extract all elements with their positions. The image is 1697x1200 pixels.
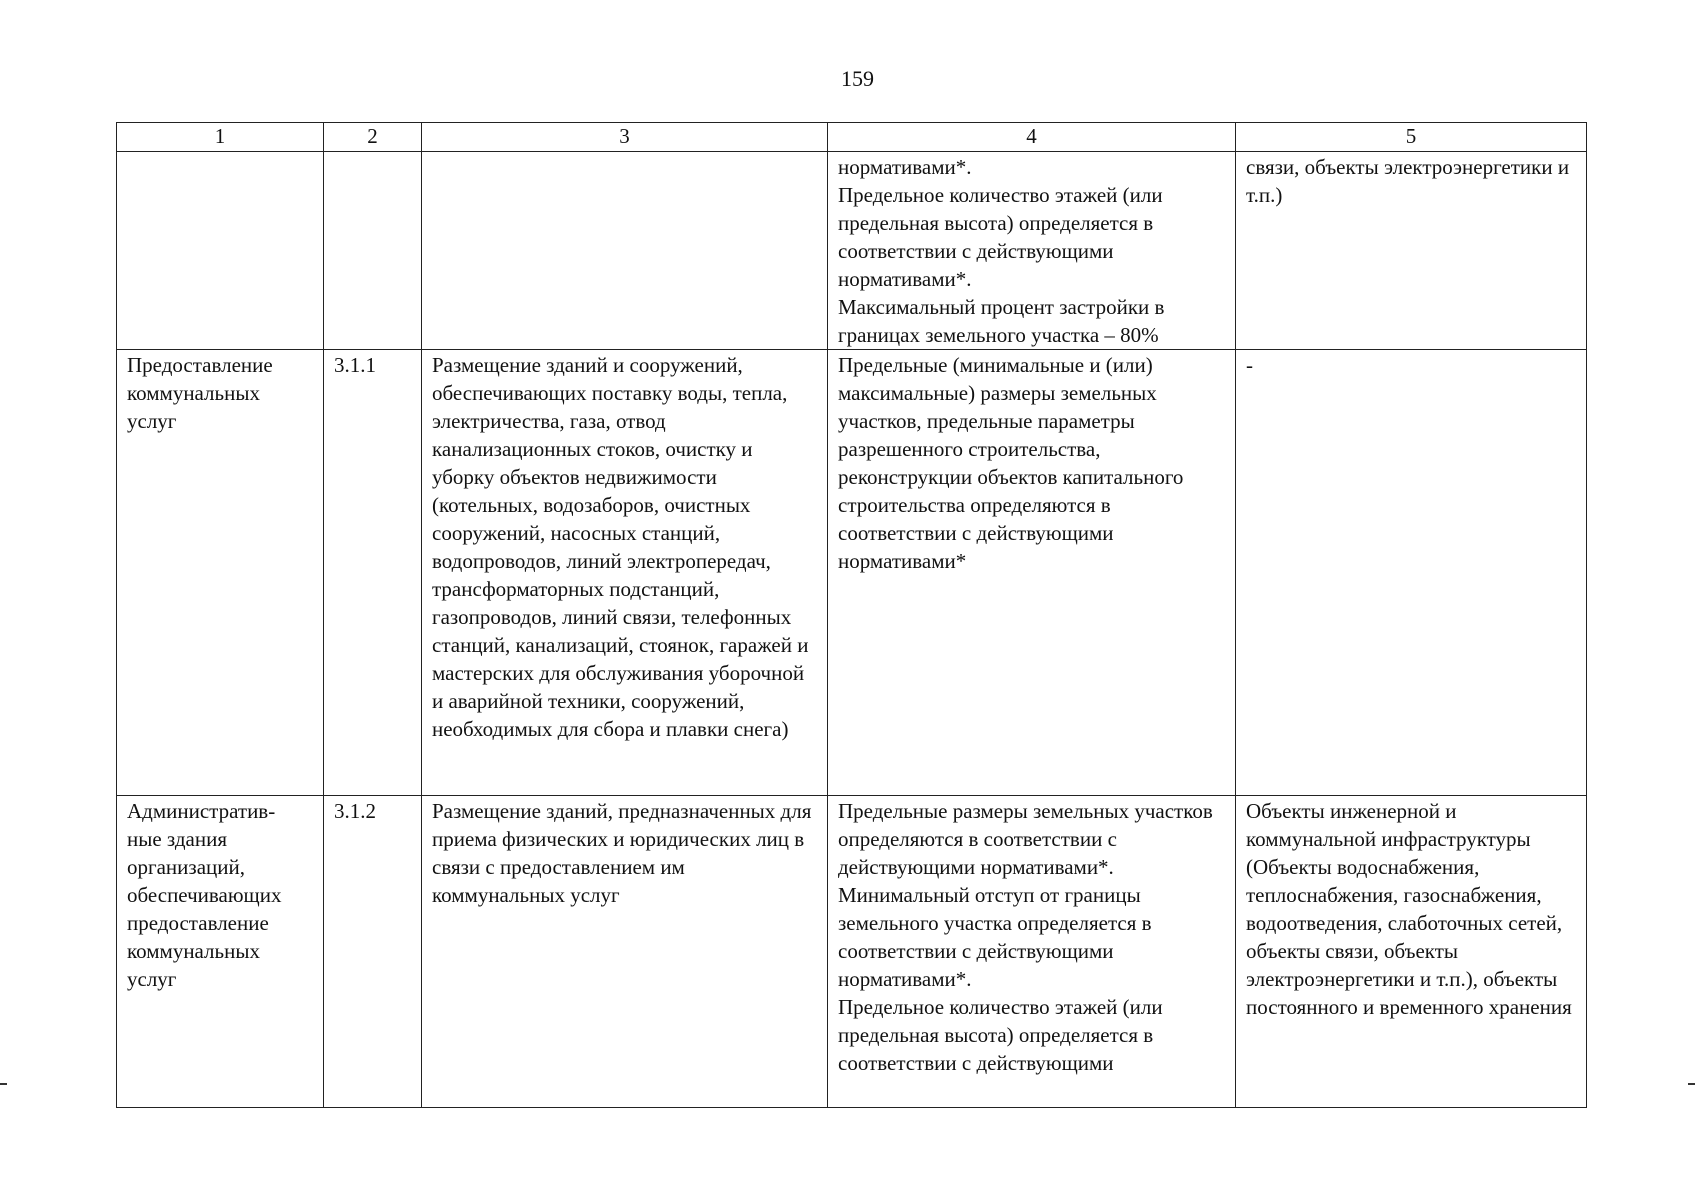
cell-description: Размещение зданий и сооружений, обеспечивающих поставку воды, тепла, электричества, газа, отвод канализационных стоков, очистку и уборку объектов недвижимости (котельных, водозаборов, очистных сооружений, насосных станций, водопроводов, линий электропередач, трансформаторных подстанций, газопроводов, линий связи, телефонных станций, канализаций, стоянок, гаражей и мастерских для обслуживания уборочной и аварийной техники, сооружений, необходимых для сбора и плавки снега)	[422, 350, 828, 796]
header-row	[117, 123, 1587, 152]
cell-name: Предоставление коммунальных услуг	[117, 350, 324, 796]
cell-description: Размещение зданий, предназначенных для приема физических и юридических лиц в связи с предоставлением им коммунальных услуг	[422, 796, 828, 1108]
header-col-5: 5	[1236, 123, 1587, 152]
cell-parameters: Предельные (минимальные и (или) максимальные) размеры земельных участков, предельные параметры разрешенного строительства, реконструкции объектов капитального строительства определяются в соответствии с действующими нормативами*	[828, 350, 1236, 796]
zoning-table	[116, 122, 1587, 1108]
scan-mark-left	[0, 1083, 7, 1085]
cell-parameters: нормативами*. Предельное количество этажей (или предельная высота) определяется в соответствии с действующими нормативами*. Максимальный процент застройки в границах земельного участка – 80%	[828, 152, 1236, 350]
cell-auxiliary: связи, объекты электроэнергетики и т.п.)	[1236, 152, 1587, 350]
header-col-2: 2	[324, 123, 422, 152]
cell-code: 3.1.2	[324, 796, 422, 1108]
scan-mark-right	[1688, 1083, 1695, 1085]
header-col-1: 1	[117, 123, 324, 152]
cell-name: Административ- ные здания организаций, обеспечивающих предоставление коммунальных услуг	[117, 796, 324, 1108]
cell-code: 3.1.1	[324, 350, 422, 796]
cell-code	[324, 152, 422, 350]
cell-description	[422, 152, 828, 350]
header-col-4: 4	[828, 123, 1236, 152]
page-number: 159	[841, 66, 874, 91]
cell-auxiliary: Объекты инженерной и коммунальной инфраструктуры (Объекты водоснабжения, теплоснабжения, газоснабжения, водоотведения, слаботочных сетей, объекты связи, объекты электроэнергетики и т.п.), объекты постоянного и временного хранения	[1236, 796, 1587, 1108]
table-row	[117, 350, 1587, 796]
table-row	[117, 796, 1587, 1108]
table-row	[117, 152, 1587, 350]
cell-parameters: Предельные размеры земельных участков определяются в соответствии с действующими нормативами*. Минимальный отступ от границы земельного участка определяется в соответствии с действующими нормативами*. Предельное количество этажей (или предельная высота) определяется в соответствии с действующими	[828, 796, 1236, 1108]
header-col-3: 3	[422, 123, 828, 152]
cell-auxiliary: -	[1236, 350, 1587, 796]
cell-name	[117, 152, 324, 350]
